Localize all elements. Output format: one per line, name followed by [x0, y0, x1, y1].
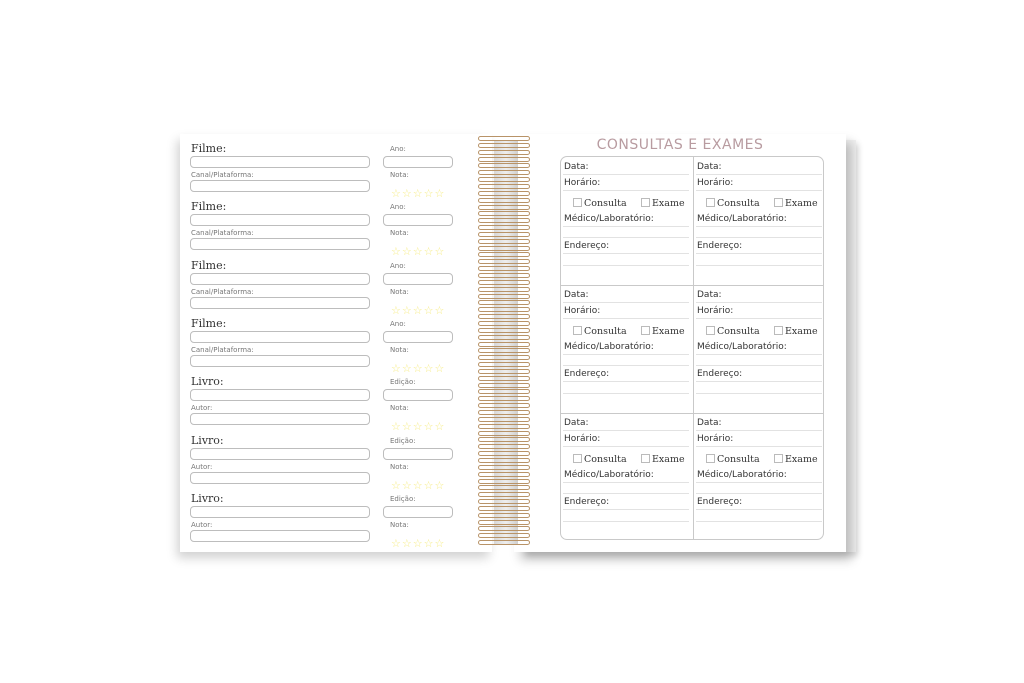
right-page [514, 134, 846, 552]
entry-sub-label: Canal/Plataforma: [191, 229, 254, 238]
rating-label: Nota: [390, 229, 409, 238]
entry-side-label: Ano: [390, 319, 406, 328]
entry-title: Livro: [191, 433, 224, 447]
date-line[interactable] [696, 174, 822, 175]
side-field[interactable] [383, 156, 453, 168]
spiral-coil [478, 403, 530, 408]
entry-4 [190, 317, 460, 373]
page-title: CONSULTAS E EXAMES [596, 137, 764, 153]
side-field[interactable] [383, 506, 453, 518]
consulta-label: Consulta [717, 198, 760, 209]
date-label: Data: [564, 418, 589, 428]
entry-side-label: Ano: [390, 145, 406, 153]
title-field[interactable] [190, 156, 370, 168]
spiral-coil [478, 266, 530, 271]
title-field[interactable] [190, 273, 370, 285]
spiral-coil [478, 437, 530, 442]
address-line[interactable] [563, 381, 689, 382]
address-line-2[interactable] [563, 265, 689, 266]
spiral-coil [478, 273, 530, 278]
rating-label: Nota: [390, 287, 409, 296]
rating-stars[interactable]: ☆☆☆☆☆ [391, 536, 446, 550]
spiral-coil [478, 417, 530, 422]
entry-side-label: Edição: [390, 378, 416, 387]
spiral-coil [478, 252, 530, 257]
entry-sub-label: Autor: [191, 462, 213, 471]
time-label: Horário: [697, 434, 734, 444]
rating-stars[interactable]: ☆☆☆☆☆ [391, 303, 446, 317]
exame-label: Exame [785, 454, 818, 465]
doctor-line[interactable] [696, 354, 822, 355]
consulta-label: Consulta [584, 326, 627, 337]
consulta-option[interactable] [706, 198, 760, 209]
spiral-coil [478, 246, 530, 251]
date-label: Data: [697, 290, 722, 300]
time-line[interactable] [563, 190, 689, 191]
time-label: Horário: [564, 178, 601, 188]
entry-side-label: Edição: [390, 436, 416, 445]
spiral-coil [478, 232, 530, 237]
side-field[interactable] [383, 214, 453, 226]
exame-checkbox[interactable] [641, 454, 650, 463]
entry-sub-label: Canal/Plataforma: [191, 345, 254, 354]
exame-label: Exame [652, 326, 685, 337]
address-label: Endereço: [697, 497, 743, 507]
consulta-label: Consulta [584, 454, 627, 465]
appointment-cell [694, 157, 826, 285]
spiral-coil [478, 362, 530, 367]
spiral-coil [478, 533, 530, 538]
spiral-coil [478, 205, 530, 210]
title-field[interactable] [190, 448, 370, 460]
address-label: Endereço: [564, 497, 610, 507]
exame-checkbox[interactable] [774, 454, 783, 463]
spiral-coil [478, 506, 530, 511]
spiral-coil [478, 321, 530, 326]
spiral-binding [474, 134, 534, 552]
spiral-coil [478, 410, 530, 415]
spiral-coil [478, 451, 530, 456]
address-line[interactable] [696, 253, 822, 254]
side-field[interactable] [383, 331, 453, 343]
spiral-coil [478, 300, 530, 305]
consulta-option[interactable] [706, 326, 760, 337]
consulta-checkbox[interactable] [573, 326, 582, 335]
time-label: Horário: [697, 178, 734, 188]
appointment-cell [561, 285, 693, 413]
date-label: Data: [564, 162, 589, 172]
exame-label: Exame [785, 198, 818, 209]
doctor-label: Médico/Laboratório: [697, 470, 787, 480]
spiral-coil [478, 348, 530, 353]
spiral-coil [478, 136, 530, 141]
date-line[interactable] [696, 430, 822, 431]
consulta-label: Consulta [717, 326, 760, 337]
consulta-option[interactable] [706, 454, 760, 465]
address-line[interactable] [696, 509, 822, 510]
entry-title: Filme: [191, 142, 227, 155]
exame-option[interactable] [641, 454, 685, 465]
address-line[interactable] [563, 253, 689, 254]
spiral-coil [478, 163, 530, 168]
appointment-cell [561, 157, 693, 285]
exame-checkbox[interactable] [641, 198, 650, 207]
sub-field[interactable] [190, 530, 370, 542]
appointment-cell [561, 413, 693, 541]
date-line[interactable] [563, 430, 689, 431]
time-line[interactable] [563, 318, 689, 319]
doctor-label: Médico/Laboratório: [564, 342, 654, 352]
address-line-2[interactable] [696, 521, 822, 522]
entry-sub-label: Canal/Plataforma: [191, 287, 254, 296]
spiral-coil [478, 376, 530, 381]
doctor-line[interactable] [563, 482, 689, 483]
entry-title: Filme: [191, 316, 227, 330]
appointments-grid [560, 156, 824, 540]
rating-stars[interactable]: ☆☆☆☆☆ [391, 361, 446, 375]
doctor-line[interactable] [563, 354, 689, 355]
exame-option[interactable] [641, 326, 685, 337]
spiral-coil [478, 307, 530, 312]
rating-stars[interactable]: ☆☆☆☆☆ [391, 420, 446, 434]
doctor-line-2[interactable] [696, 365, 822, 366]
date-label: Data: [564, 290, 589, 300]
spiral-coil [478, 431, 530, 436]
sub-field[interactable] [190, 180, 370, 192]
time-line[interactable] [563, 446, 689, 447]
appointment-cell [694, 413, 826, 541]
spiral-coil [478, 513, 530, 518]
address-label: Endereço: [697, 241, 743, 251]
spiral-coil [478, 177, 530, 182]
entry-title: Livro: [191, 491, 224, 505]
spiral-coil [478, 314, 530, 319]
spiral-coil [478, 444, 530, 449]
entry-7 [190, 492, 460, 548]
rating-label: Nota: [390, 520, 409, 529]
time-label: Horário: [564, 434, 601, 444]
exame-option[interactable] [774, 454, 818, 465]
exame-label: Exame [652, 198, 685, 209]
spiral-coil [478, 396, 530, 401]
consulta-checkbox[interactable] [573, 454, 582, 463]
doctor-line[interactable] [696, 482, 822, 483]
spiral-coil [478, 424, 530, 429]
spiral-coil [478, 150, 530, 155]
spiral-coil [478, 369, 530, 374]
date-label: Data: [697, 418, 722, 428]
spiral-coil [478, 191, 530, 196]
entry-5 [190, 375, 460, 434]
exame-option[interactable] [774, 198, 818, 209]
doctor-label: Médico/Laboratório: [697, 214, 787, 224]
entry-2 [190, 200, 460, 259]
consulta-label: Consulta [584, 198, 627, 209]
doctor-label: Médico/Laboratório: [564, 470, 654, 480]
exame-option[interactable] [774, 326, 818, 337]
entry-side-label: Ano: [390, 203, 406, 212]
address-label: Endereço: [564, 241, 610, 251]
spiral-coil [478, 479, 530, 484]
entry-6 [190, 434, 460, 490]
side-field[interactable] [383, 448, 453, 460]
sub-field[interactable] [190, 297, 370, 309]
spiral-coil [478, 540, 530, 545]
spiral-coil [478, 239, 530, 244]
spiral-coil [478, 143, 530, 148]
entry-title: Livro: [191, 375, 224, 389]
doctor-line[interactable] [563, 226, 689, 227]
title-field[interactable] [190, 331, 370, 343]
address-line-2[interactable] [696, 393, 822, 394]
doctor-line-2[interactable] [696, 493, 822, 494]
address-line-2[interactable] [696, 265, 822, 266]
doctor-line[interactable] [696, 226, 822, 227]
spiral-coil [478, 280, 530, 285]
spiral-coil [478, 526, 530, 531]
spiral-coil [478, 383, 530, 388]
consulta-option[interactable] [573, 454, 627, 465]
spiral-coil [478, 294, 530, 299]
title-field[interactable] [190, 214, 370, 226]
spiral-coil [478, 342, 530, 347]
rating-label: Nota: [390, 462, 409, 471]
doctor-line-2[interactable] [696, 237, 822, 238]
consulta-option[interactable] [573, 198, 627, 209]
entry-title: Filme: [191, 200, 227, 214]
entry-1 [190, 142, 460, 198]
title-field[interactable] [190, 389, 370, 401]
rating-stars[interactable]: ☆☆☆☆☆ [391, 478, 446, 492]
spiral-coil [478, 328, 530, 333]
consulta-label: Consulta [717, 454, 760, 465]
entry-sub-label: Autor: [191, 404, 213, 413]
spiral-coil [478, 170, 530, 175]
side-field[interactable] [383, 389, 453, 401]
spiral-coil [478, 472, 530, 477]
title-field[interactable] [190, 506, 370, 518]
consulta-checkbox[interactable] [706, 326, 715, 335]
entry-sub-label: Canal/Plataforma: [191, 171, 254, 179]
spiral-coil [478, 335, 530, 340]
address-line-2[interactable] [563, 393, 689, 394]
sub-field[interactable] [190, 472, 370, 484]
rating-label: Nota: [390, 171, 409, 179]
spiral-coil [478, 287, 530, 292]
exame-checkbox[interactable] [774, 198, 783, 207]
time-line[interactable] [696, 318, 822, 319]
rating-stars[interactable]: ☆☆☆☆☆ [391, 245, 446, 259]
date-line[interactable] [563, 174, 689, 175]
address-line[interactable] [696, 381, 822, 382]
date-line[interactable] [563, 302, 689, 303]
consulta-option[interactable] [573, 326, 627, 337]
consulta-checkbox[interactable] [706, 454, 715, 463]
side-field[interactable] [383, 273, 453, 285]
spiral-coil [478, 225, 530, 230]
consulta-checkbox[interactable] [706, 198, 715, 207]
sub-field[interactable] [190, 413, 370, 425]
sub-field[interactable] [190, 355, 370, 367]
doctor-label: Médico/Laboratório: [564, 214, 654, 224]
doctor-line-2[interactable] [563, 237, 689, 238]
address-label: Endereço: [697, 369, 743, 379]
left-page [180, 134, 492, 552]
spiral-coil [478, 218, 530, 223]
time-label: Horário: [697, 306, 734, 316]
spiral-coil [478, 184, 530, 189]
spiral-coil [478, 485, 530, 490]
spiral-coil [478, 211, 530, 216]
exame-option[interactable] [641, 198, 685, 209]
doctor-line-2[interactable] [563, 493, 689, 494]
doctor-line-2[interactable] [563, 365, 689, 366]
exame-checkbox[interactable] [641, 326, 650, 335]
spiral-coil [478, 198, 530, 203]
address-label: Endereço: [564, 369, 610, 379]
spiral-coil [478, 259, 530, 264]
spiral-coil [478, 157, 530, 162]
time-line[interactable] [696, 190, 822, 191]
rating-stars[interactable]: ☆☆☆☆☆ [391, 187, 446, 200]
exame-checkbox[interactable] [774, 326, 783, 335]
address-line[interactable] [563, 509, 689, 510]
rating-label: Nota: [390, 345, 409, 354]
doctor-label: Médico/Laboratório: [697, 342, 787, 352]
rating-label: Nota: [390, 404, 409, 413]
consulta-checkbox[interactable] [573, 198, 582, 207]
spiral-coil [478, 389, 530, 394]
spiral-coil [478, 355, 530, 360]
exame-label: Exame [785, 326, 818, 337]
spiral-coil [478, 520, 530, 525]
spiral-coil [478, 465, 530, 470]
spiral-coil [478, 499, 530, 504]
spiral-coil [478, 492, 530, 497]
entry-title: Filme: [191, 258, 227, 272]
appointment-cell [694, 285, 826, 413]
time-line[interactable] [696, 446, 822, 447]
time-label: Horário: [564, 306, 601, 316]
exame-label: Exame [652, 454, 685, 465]
spiral-coil [478, 458, 530, 463]
entry-side-label: Ano: [390, 261, 406, 270]
sub-field[interactable] [190, 238, 370, 250]
entry-3 [190, 259, 460, 315]
date-line[interactable] [696, 302, 822, 303]
address-line-2[interactable] [563, 521, 689, 522]
date-label: Data: [697, 162, 722, 172]
entry-sub-label: Autor: [191, 520, 213, 529]
entry-side-label: Edição: [390, 494, 416, 503]
